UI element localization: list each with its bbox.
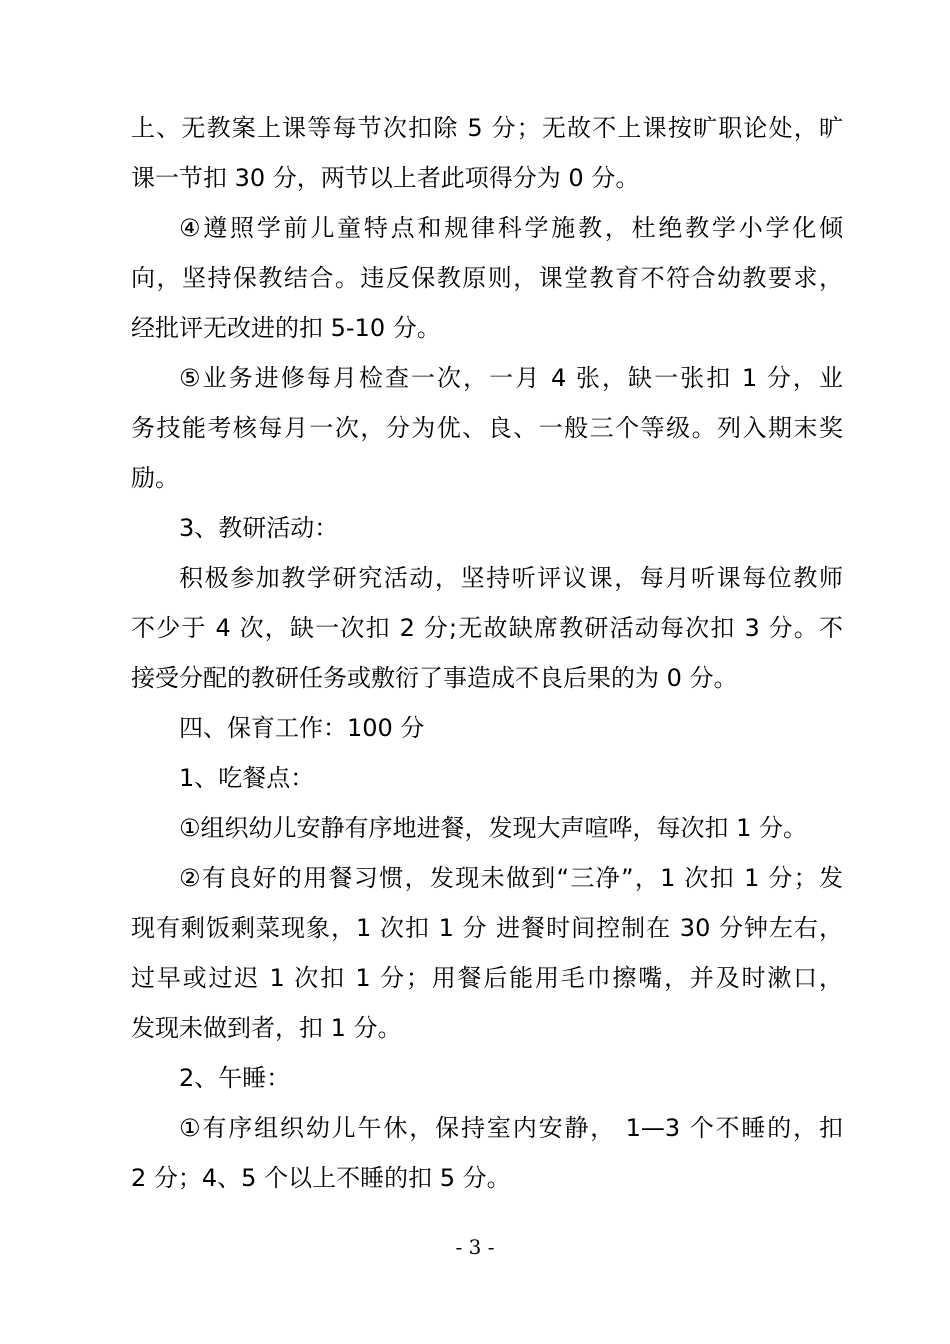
text-line: 2、午睡： [179, 1064, 291, 1092]
text-line: 过早或过迟 1 次扣 1 分；用餐后能用毛巾擦嘴，并及时漱口， [131, 964, 843, 992]
text-line: 2 分；4、5 个以上不睡的扣 5 分。 [131, 1164, 511, 1192]
text-line: 1、吃餐点： [179, 764, 315, 792]
text-line: 经批评无改进的扣 5-10 分。 [131, 314, 441, 342]
text-line: ②有良好的用餐习惯，发现未做到“三净”，1 次扣 1 分；发 [179, 864, 843, 892]
text-line: 四、保育工作：100 分 [179, 714, 425, 742]
text-line: 励。 [131, 464, 179, 492]
text-line: 上、无教案上课等每节次扣除 5 分；无故不上课按旷职论处，旷 [131, 114, 843, 142]
text-line: ⑤业务进修每月检查一次，一月 4 张，缺一张扣 1 分，业 [179, 364, 843, 392]
document-body [131, 103, 843, 1203]
text-line: 3、教研活动： [179, 514, 339, 542]
text-line: 向，坚持保教结合。违反保教原则，课堂教育不符合幼教要求， [131, 264, 843, 292]
text-line: 积极参加教学研究活动，坚持听评议课，每月听课每位教师 [179, 564, 843, 592]
text-line: 发现未做到者，扣 1 分。 [131, 1014, 402, 1042]
text-line: 务技能考核每月一次，分为优、良、一般三个等级。列入期末奖 [131, 414, 843, 442]
text-line: ①有序组织幼儿午休，保持室内安静， 1—3 个不睡的，扣 [179, 1114, 843, 1142]
text-line: 不少于 4 次，缺一次扣 2 分;无故缺席教研活动每次扣 3 分。不 [131, 614, 843, 642]
text-line: ①组织幼儿安静有序地进餐，发现大声喧哗，每次扣 1 分。 [179, 814, 808, 842]
text-line: 现有剩饭剩菜现象，1 次扣 1 分 进餐时间控制在 30 分钟左右， [131, 914, 843, 942]
text-line: ④遵照学前儿童特点和规律科学施教，杜绝教学小学化倾 [179, 214, 843, 242]
text-line: 接受分配的教研任务或敷衍了事造成不良后果的为 0 分。 [131, 664, 738, 692]
text-line: 课一节扣 30 分，两节以上者此项得分为 0 分。 [131, 164, 640, 192]
page-number: - 3 - [455, 1235, 495, 1259]
